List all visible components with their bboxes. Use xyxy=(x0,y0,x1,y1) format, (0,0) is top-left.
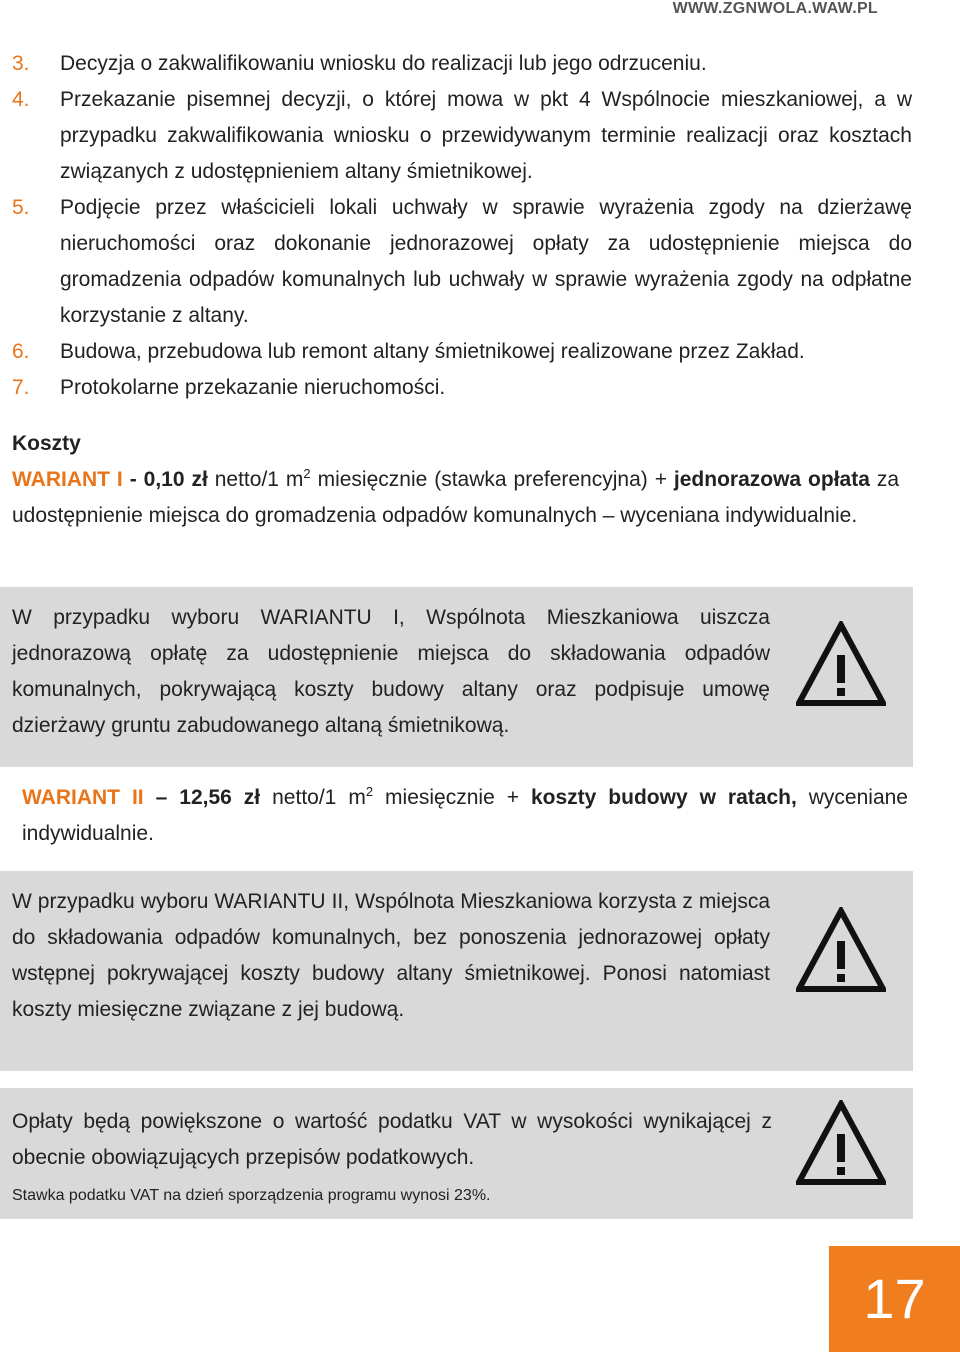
steps-list xyxy=(12,46,912,406)
notice-box xyxy=(0,1088,913,1219)
variant-fee: jednorazowa opłata xyxy=(673,468,870,491)
list-text: Decyzja o zakwalifikowaniu wniosku do realizacji lub jego odrzuceniu. xyxy=(60,52,707,75)
notice-box xyxy=(0,587,913,767)
variant-1-description xyxy=(12,462,899,534)
variant-price: 0,10 zł xyxy=(143,468,208,491)
variant-price: 12,56 zł xyxy=(179,786,261,809)
list-number: 7. xyxy=(12,376,30,399)
list-item xyxy=(12,46,912,82)
list-text: Przekazanie pisemnej decyzji, o której mowa w pkt 4 Wspólnocie mieszkaniowej, a w przypadku zakwalifikowania wniosku o przewidywanym terminie realizacji oraz kosztach związanych z udostępnieniem altany śmietnikowej. xyxy=(60,88,912,183)
variant-separator: - xyxy=(122,468,144,491)
variant-unit: netto/1 m xyxy=(207,468,304,491)
list-number: 3. xyxy=(12,52,30,75)
list-item xyxy=(12,370,912,406)
warning-triangle-icon xyxy=(796,907,886,993)
variant-separator: – xyxy=(143,786,180,809)
list-number: 6. xyxy=(12,340,30,363)
unit-exponent: 2 xyxy=(303,466,311,481)
warning-triangle-icon xyxy=(796,1100,886,1186)
page-number: 17 xyxy=(829,1246,960,1352)
notice-box xyxy=(0,871,913,1071)
vat-notice: Opłaty będą powiększone o wartość podatku VAT w wysokości wynikającej z obecnie obowiązujących przepisów podatkowych. xyxy=(12,1110,772,1169)
variant-unit-rest: miesięcznie (stawka preferencyjna) + xyxy=(310,468,674,491)
list-text: Podjęcie przez właścicieli lokali uchwały w sprawie wyrażenia zgody na dzierżawę nieruchomości oraz dokonanie jednorazowej opłaty za udostępnienie miejsca do gromadzenia odpadów komunalnych lub uchwały w sprawie wyrażenia zgody na odpłatne korzystanie z altany. xyxy=(60,196,912,327)
variant-unit: netto/1 m xyxy=(260,786,366,809)
list-item xyxy=(12,190,912,334)
variant-label: WARIANT II xyxy=(22,786,144,809)
site-url: WWW.ZGNWOLA.WAW.PL xyxy=(672,0,878,17)
unit-exponent: 2 xyxy=(365,784,374,799)
list-number: 4. xyxy=(12,88,30,111)
list-text: Protokolarne przekazanie nieruchomości. xyxy=(60,376,446,399)
list-text: Budowa, przebudowa lub remont altany śmietnikowej realizowane przez Zakład. xyxy=(60,340,805,363)
list-item xyxy=(12,334,912,370)
section-heading: Koszty xyxy=(12,432,81,455)
list-number: 5. xyxy=(12,196,30,219)
variant-rest: za udostępnienie miejsca do gromadzenia odpadów komunalnych – wyceniana indywidualnie. xyxy=(12,468,900,527)
notice-text: W przypadku wyboru WARIANTU II, Wspólnota Mieszkaniowa korzysta z miejsca do składowania odpadów komunalnych, bez ponoszenia jednorazowej opłaty wstępnej pokrywającej koszty budowy altany śmietnikowej. Ponosi natomiast koszty miesięczne związane z jej budową. xyxy=(12,890,770,1021)
variant-fee: koszty budowy w ratach, xyxy=(530,786,797,809)
notice-text xyxy=(12,1104,772,1212)
variant-label: WARIANT I xyxy=(12,468,123,491)
notice-text: W przypadku wyboru WARIANTU I, Wspólnota Mieszkaniowa uiszcza jednorazową opłatę za udostępnienie miejsca do składowania odpadów komunalnych, pokrywającą koszty budowy altany oraz podpisuje umowę dzierżawy gruntu zabudowanego altaną śmietnikową. xyxy=(12,606,770,737)
warning-triangle-icon xyxy=(796,621,886,707)
vat-rate-note: Stawka podatku VAT na dzień sporządzenia programu wynosi 23%. xyxy=(12,1187,491,1204)
variant-2-description xyxy=(22,780,908,852)
variant-rest: wyceniane indywidualnie. xyxy=(22,786,908,845)
variant-unit-rest: miesięcznie + xyxy=(373,786,531,809)
list-item xyxy=(12,82,912,190)
